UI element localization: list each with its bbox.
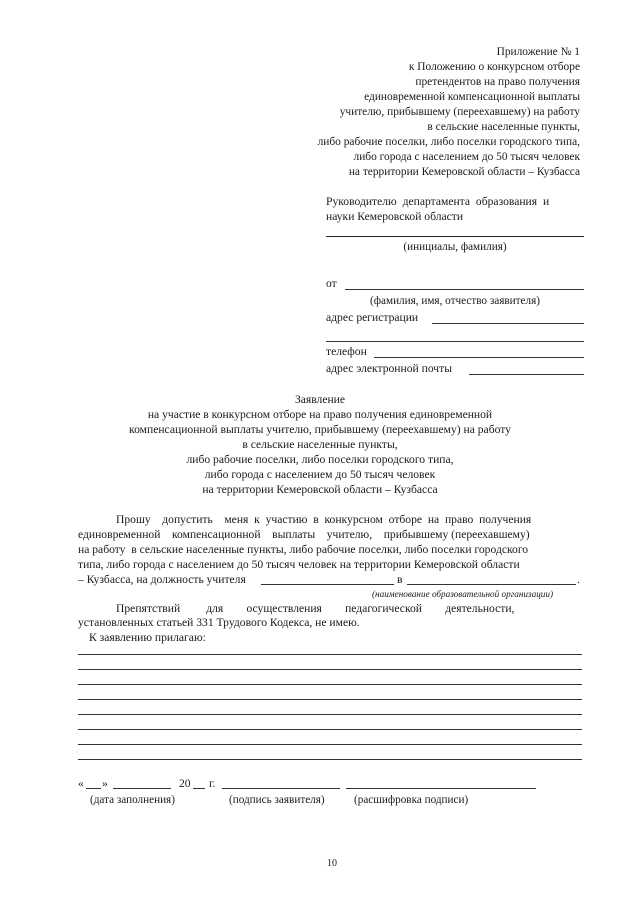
appendix-line: Приложение № 1 [496, 46, 580, 58]
attachment-line[interactable] [78, 744, 582, 745]
title-line: либо рабочие поселки, либо поселки городского типа, [186, 453, 454, 466]
initials-field[interactable] [326, 236, 584, 237]
title-heading: Заявление [294, 393, 346, 406]
organization-caption: (наименование образовательной организации) [372, 589, 554, 599]
request-line: на работу в сельские населенные пункты, либо рабочие поселки, либо поселки городского [78, 543, 529, 556]
year-suffix: г. [209, 777, 216, 790]
request-line: единовременной компенсационной выплаты учителю, прибывшему (переехавшему) [78, 528, 530, 541]
appendix-line: либо рабочие поселки, либо поселки городского типа, [317, 136, 580, 148]
page-number: 10 [327, 858, 337, 869]
title-line: компенсационной выплаты учителю, прибывшему (переехавшему) на работу [129, 423, 511, 436]
signature-decode-caption: (расшифровка подписи) [354, 794, 469, 806]
attachment-line[interactable] [78, 654, 582, 655]
appendix-line: в сельские населенные пункты, [427, 121, 580, 133]
email-label: адрес электронной почты [326, 362, 452, 375]
attachment-line[interactable] [78, 759, 582, 760]
appendix-line: на территории Кемеровской области – Кузбасса [348, 166, 580, 178]
request-line: типа, либо города с населением до 50 тысяч человек на территории Кемеровской области [78, 558, 520, 571]
attachment-line[interactable] [78, 669, 582, 670]
signature-decode-field[interactable] [346, 788, 536, 789]
month-field[interactable] [113, 788, 171, 789]
request-last-line-prefix: – Кузбасса, на должность учителя [78, 573, 246, 586]
date-open-quote: « [78, 777, 84, 790]
attachment-line[interactable] [78, 714, 582, 715]
email-field[interactable] [469, 374, 584, 375]
reg-address-field-2[interactable] [326, 341, 584, 342]
phone-label: телефон [326, 345, 367, 358]
title-line: в сельские населенные пункты, [242, 438, 398, 451]
year-prefix: 20 [179, 777, 191, 790]
signature-caption: (подпись заявителя) [229, 794, 325, 806]
request-in-word: в [397, 573, 403, 586]
attachment-line[interactable] [78, 699, 582, 700]
attachment-line[interactable] [78, 729, 582, 730]
phone-field[interactable] [374, 357, 584, 358]
title-line: на территории Кемеровской области – Кузбасса [202, 483, 438, 496]
reg-address-label: адрес регистрации [326, 311, 419, 324]
appendix-line: либо города с населением до 50 тысяч человек [353, 151, 580, 163]
reg-address-field[interactable] [432, 323, 584, 324]
appendix-line: учителю, прибывшему (переехавшему) на работу [339, 106, 580, 118]
day-field[interactable] [86, 788, 101, 789]
request-end: . [577, 573, 580, 586]
signature-field[interactable] [222, 788, 340, 789]
organization-field[interactable] [407, 584, 576, 585]
attachment-line[interactable] [78, 684, 582, 685]
position-field[interactable] [261, 584, 394, 585]
appendix-line: единовременной компенсационной выплаты [364, 91, 580, 103]
request-line: Прошу допустить меня к участию в конкурсном отборе на право получения [116, 513, 532, 526]
appendix-line: к Положению о конкурсном отборе [408, 61, 580, 73]
appendix-line: претендентов на право получения [415, 76, 580, 88]
year-field[interactable] [193, 788, 205, 789]
from-label: от [326, 277, 337, 290]
date-caption: (дата заполнения) [90, 794, 175, 806]
date-close-quote: » [102, 777, 108, 790]
title-line: либо города с населением до 50 тысяч человек [204, 468, 436, 481]
initials-caption: (инициалы, фамилия) [403, 241, 507, 253]
no-obstacles-line-2: установленных статьей 331 Трудового Кодекса, не имею. [78, 616, 360, 629]
addressee-line-2: науки Кемеровской области [326, 210, 464, 223]
applicant-name-field[interactable] [345, 289, 584, 290]
no-obstacles-line-1: Препятствий для осуществления педагогической деятельности, [116, 602, 515, 615]
title-line: на участие в конкурсном отборе на право получения единовременной [147, 408, 493, 421]
addressee-line-1: Руководителю департамента образования и [326, 195, 550, 208]
attachments-label: К заявлению прилагаю: [89, 631, 206, 644]
fio-caption: (фамилия, имя, отчество заявителя) [370, 295, 540, 307]
